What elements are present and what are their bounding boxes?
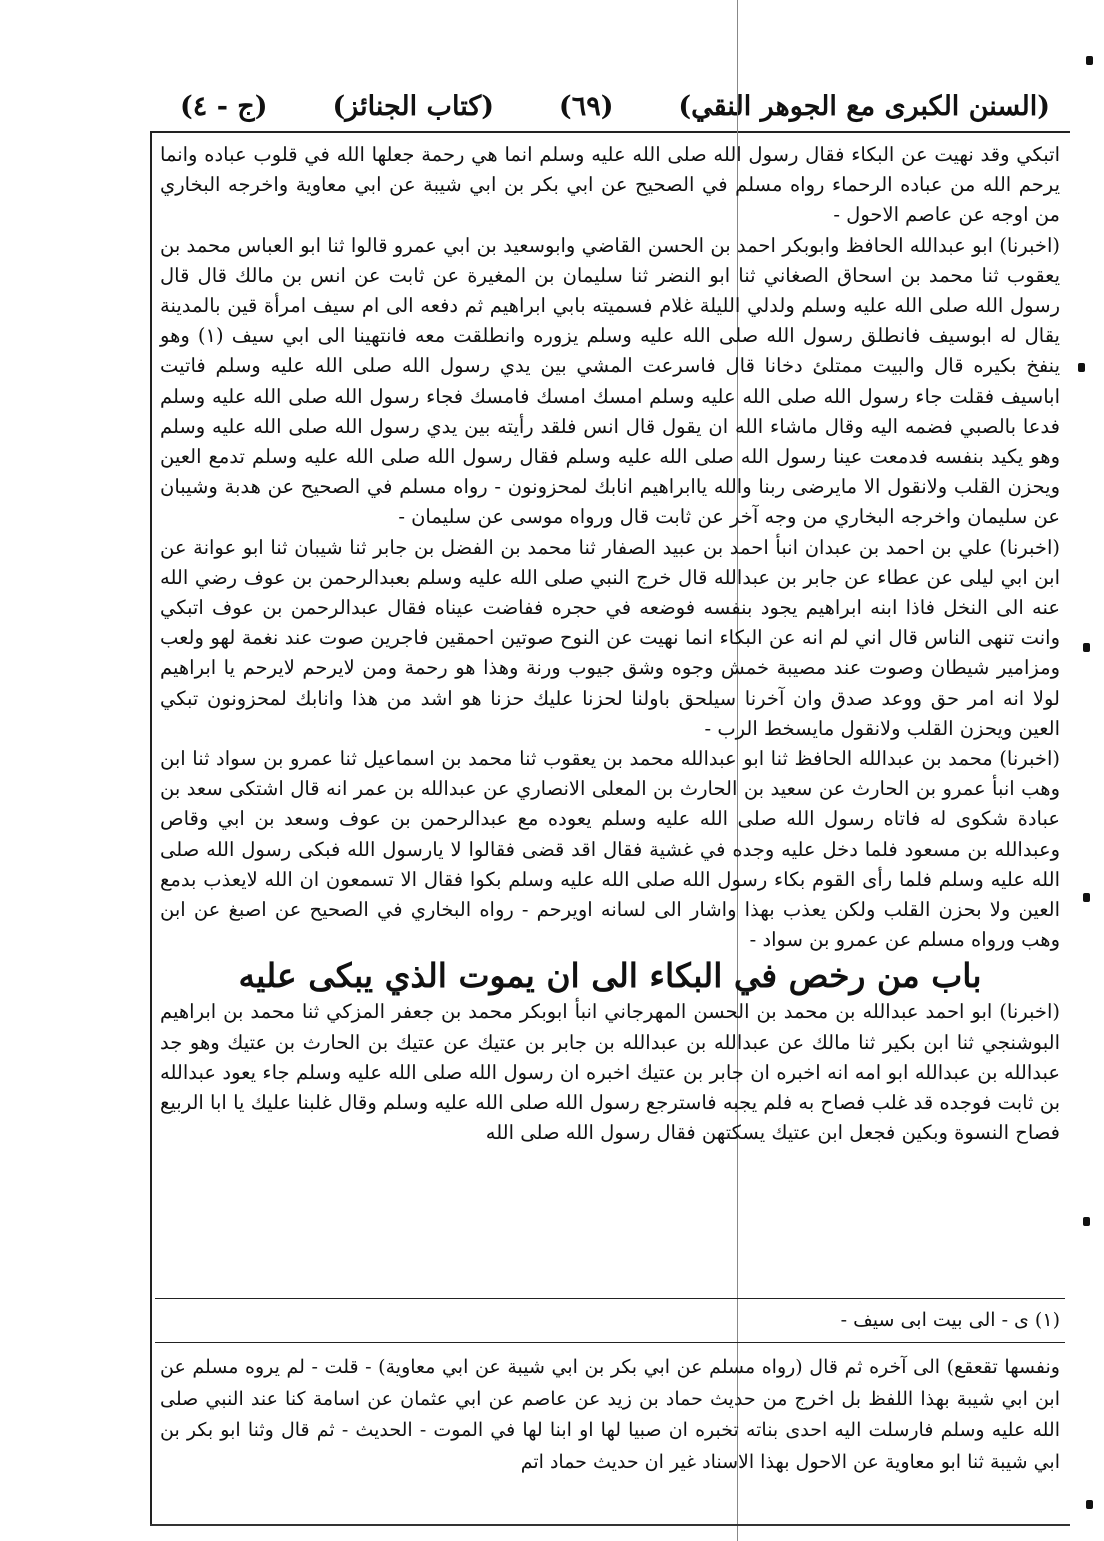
header-book-title: (السنن الكبرى مع الجوهر النقي) xyxy=(678,90,1050,122)
paragraph: (اخبرنا) ابو عبدالله الحافظ وابوبكر احمد بن الحسن القاضي وابوسعيد بن ابي عمرو قالوا ثنا ابو العباس محمد بن يعقوب ثنا محمد بن اسحاق الصغاني ثنا ابو النضر ثنا سليمان بن المغيرة عن ثابت عن انس بن مالك قال قال رسول الله صلى الله عليه وسلم ولدلي الليلة غلام فسميته بابي ابراهيم ثم دفعه الى ام سيف امرأة قين بالمدينة يقال له ابوسيف فانطلق رسول الله صلى الله عليه وسلم يزوره وانطلقت معه فانتهينا الى ابي سيف (١) وهو ينفخ بكيره قال والبيت ممتلئ دخانا قال فاسرعت المشي بين يدي رسول الله صلى الله عليه وسلم فاتيت اباسيف فقلت جاء رسول الله صلى الله عليه وسلم امسك امسك فامسك فجاء رسول الله صلى الله عليه وسلم فدعا بالصبي فضمه اليه وقال ماشاء الله ان يقول قال انس فلقد رأيته بين يدي رسول الله صلى الله عليه وسلم وهو يكيد بنفسه فدمعت عينا رسول الله صلى الله عليه وسلم فقال رسول الله صلى الله عليه وسلم تدمع العين ويحزن القلب ولانقول الا مايرضى ربنا والله ياابراهيم انابك لمحزونون - رواه مسلم في الصحيح عن هدبة وشيبان عن سليمان واخرجه البخاري من وجه آخر عن ثابت قال ورواه موسى عن سليمان - xyxy=(160,233,1060,529)
header-chapter: (كتاب الجنائز) xyxy=(332,90,494,122)
margin-mark xyxy=(1086,56,1093,65)
commentary-rule xyxy=(155,1342,1065,1343)
margin-mark xyxy=(1083,643,1090,652)
header-page-number: (٦٩) xyxy=(558,90,614,122)
running-header xyxy=(180,82,1050,130)
margin-mark xyxy=(1078,363,1085,372)
frame-bottom-rule xyxy=(150,1524,1070,1526)
paragraph: (اخبرنا) علي بن احمد بن عبدان انبأ احمد بن عبيد الصفار ثنا محمد بن الفضل بن جابر ثنا شيبان ثنا ابو عوانة عن ابن ابي ليلى عن عطاء عن جابر بن عبدالله قال خرج النبي صلى الله عليه وسلم بعبدالرحمن بن عوف رضي الله عنه الى النخل فاذا ابنه ابراهيم يجود بنفسه فوضعه في حجره ففاضت عيناه فقال عبدالرحمن بن عوف اتبكي وانت تنهى الناس قال اني لم انه عن البكاء انما نهيت عن النوح صوتين احمقين فاجرين صوت عند نغمة لهو ولعب ومزامير شيطان وصوت عند مصيبة خمش وجوه وشق جيوب ورنة وهذا هو رحمة ومن لايرحم لايرحم يا ابراهيم لولا انه امر حق ووعد صدق وان آخرنا سيلحق باولنا لحزنا عليك حزنا هو اشد من هذا وانابك لمحزونون تبكي العين ويحزن القلب ولانقول مايسخط الرب - xyxy=(160,535,1060,740)
margin-mark xyxy=(1083,893,1090,902)
paragraph: (اخبرنا) محمد بن عبدالله الحافظ ثنا ابو عبدالله محمد بن يعقوب ثنا محمد بن اسماعيل ثنا عمرو بن سواد ثنا ابن وهب انبأ عمرو بن الحارث عن سعيد بن الحارث بن المعلى الانصاري عن عبدالله بن عمر انه قال اشتكى سعد بن عبادة شكوى له فاتاه رسول الله صلى الله عليه وسلم يعوده مع عبدالرحمن بن عوف وسعد بن ابي وقاص وعبدالله بن مسعود فلما دخل عليه وجده في غشية فقال اقد قضى فقالوا لا يارسول الله فبكى رسول الله صلى الله عليه وسلم فلما رأى القوم بكاء رسول الله صلى الله عليه وسلم بكوا فقال الا تسمعون ان الله لايعذب بدمع العين ولا بحزن القلب ولكن يعذب بهذا واشار الى لسانه اويرحم - رواه البخاري في الصحيح عن اصبغ عن ابن وهب ورواه مسلم عن عمرو بن سواد - xyxy=(160,747,1060,952)
paragraph: اتبكي وقد نهيت عن البكاء فقال رسول الله صلى الله عليه وسلم انما هي رحمة جعلها الله في قلوب عباده وانما يرحم الله من عباده الرحماء رواه مسلم في الصحيح عن ابي بكر بن ابي شيبة عن ابي معاوية واخرجه البخاري من اوجه عن عاصم الاحول - xyxy=(160,143,1060,227)
commentary-text: ونفسها تقعقع) الى آخره ثم قال (رواه مسلم عن ابي بكر بن ابي شيبة عن ابي معاوية) - قلت - لم يروه مسلم عن ابن ابي شيبة بهذا اللفظ بل اخرج من حديث حماد بن زيد عن عاصم عن ابي عثمان عن اسامة كنا عند النبي صلى الله عليه وسلم فارسلت اليه احدى بناته تخبره ان صبيا لها او ابنا لها في الموت - الحديث - ثم قال وثنا ابو بكر بن ابي شيبة ثنا ابو معاوية عن الاحول بهذا الاسناد غير ان حديث حماد اتم xyxy=(160,1356,1060,1473)
main-text xyxy=(160,140,1060,1149)
margin-mark xyxy=(1083,1217,1090,1226)
frame-left-rule xyxy=(150,131,152,1526)
commentary-section xyxy=(160,1352,1060,1478)
footnote: (١) ى - الى بيت ابى سيف - xyxy=(840,1309,1060,1331)
margin-mark xyxy=(1086,1500,1093,1509)
paragraph: (اخبرنا) ابو احمد عبدالله بن محمد بن الحسن المهرجاني انبأ ابوبكر محمد بن جعفر المزكي ثنا محمد بن ابراهيم البوشنجي ثنا ابن بكير ثنا مالك عن عبدالله بن عبدالله بن جابر بن عتيك عن عتيك بن الحارث بن عتيك وهو جد عبدالله بن عبدالله ابو امه انه اخبره ان جابر بن عتيك اخبره ان رسول الله صلى الله عليه وسلم جاء يعود عبدالله بن ثابت فوجده قد غلب فصاح به فلم يجبه فاسترجع رسول الله صلى الله عليه وسلم وقال غلبنا عليك يا ابا الربيع فصاح النسوة وبكين فجعل ابن عتيك يسكتهن فقال رسول الله صلى الله xyxy=(160,1000,1060,1145)
header-volume: (ج - ٤) xyxy=(180,90,268,122)
frame-top-rule xyxy=(150,131,1070,133)
footnote-rule xyxy=(155,1298,1065,1299)
chapter-heading: باب من رخص في البكاء الى ان يموت الذي يبكى عليه xyxy=(238,956,982,996)
